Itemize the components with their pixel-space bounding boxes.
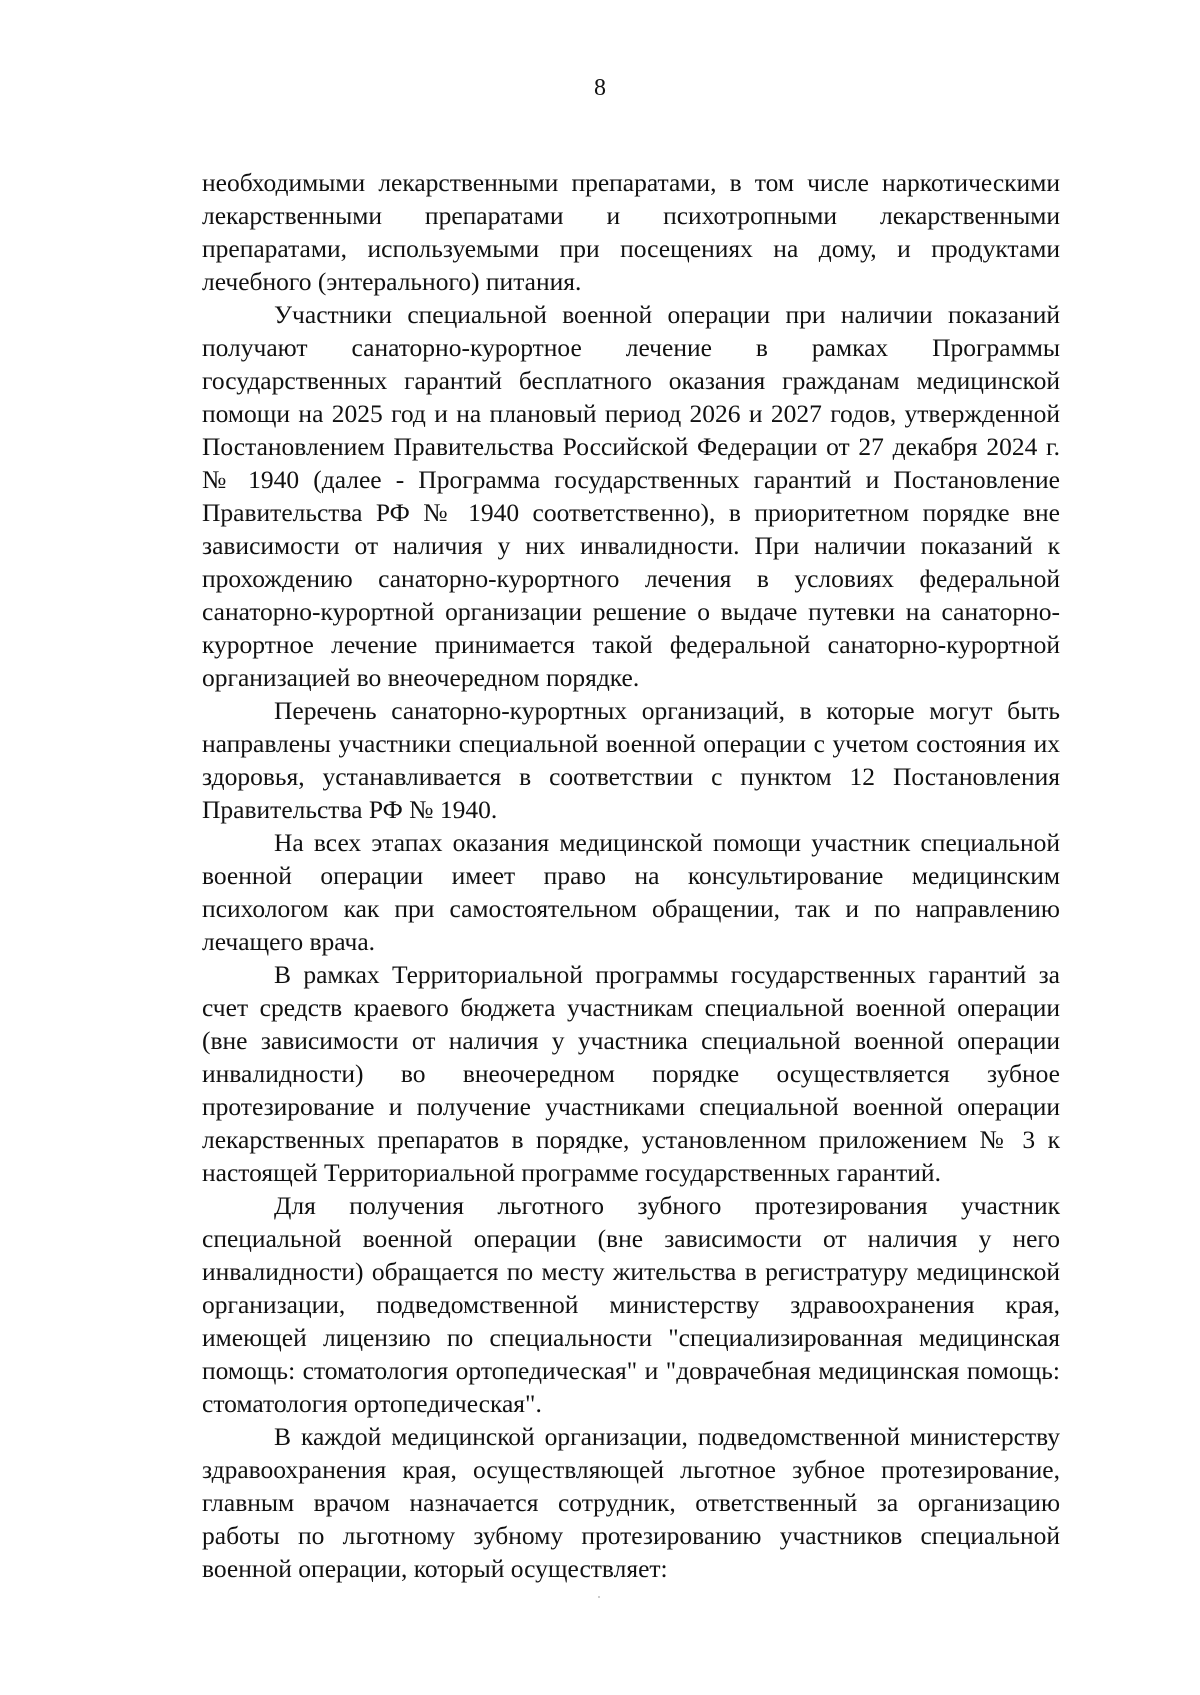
paragraph-continuation: необходимыми лекарственными препаратами, в том числе наркотическими лекарственными препаратами и психотропными лекарственными препаратами, используемыми при посещениях на дому, и продуктами лечебного (энтерального) питания. — [202, 168, 1060, 296]
paragraph-sanatorium-treatment: Участники специальной военной операции при наличии показаний получают санаторно-курортное лечение в рамках Программы государственных гарантий бесплатного оказания гражданам медицинской помощи на 2025 год и на плановый период 2026 и 2027 годов, утвержденной Постановлением Правительства Российской Федерации от 27 декабря 2024 г. № 1940 (далее - Программа государственных гарантий и Постановление Правительства РФ № 1940 соответственно), в приоритетном порядке вне зависимости от наличия у них инвалидности. При наличии показаний к прохождению санаторно-курортного лечения в условиях федеральной санаторно-курортной организации решение о выдаче путевки на санаторно-курортное лечение принимается такой федеральной санаторно-курортной организацией во внеочередном порядке. — [202, 300, 1060, 692]
paragraph-dental-application: Для получения льготного зубного протезирования участник специальной военной операции (вне зависимости от наличия у него инвалидности) обращается по месту жительства в регистратуру медицинской организации, подведомственной министерству здравоохранения края, имеющей лицензию по специальности "специализированная медицинская помощь: стоматология ортопедическая" и "доврачебная медицинская помощь: стоматология ортопедическая". — [202, 1191, 1060, 1418]
page-number: 8 — [594, 75, 606, 101]
document-body — [202, 166, 1060, 1585]
paragraph-responsible-employee: В каждой медицинской организации, подведомственной министерству здравоохранения края, осуществляющей льготное зубное протезирование, главным врачом назначается сотрудник, ответственный за организацию работы по льготному зубному протезированию участников специальной военной операции, который осуществляет: — [202, 1422, 1060, 1583]
scan-artifact — [598, 1596, 600, 1598]
paragraph-sanatorium-list: Перечень санаторно-курортных организаций, в которые могут быть направлены участники специальной военной операции с учетом состояния их здоровья, устанавливается в соответствии с пунктом 12 Постановления Правительства РФ № 1940. — [202, 696, 1060, 824]
paragraph-dental-prosthetics: В рамках Территориальной программы государственных гарантий за счет средств краевого бюджета участникам специальной военной операции (вне зависимости от наличия у участника специальной военной операции инвалидности) во внеочередном порядке осуществляется зубное протезирование и получение участниками специальной военной операции лекарственных препаратов в порядке, установленном приложением № 3 к настоящей Территориальной программе государственных гарантий. — [202, 960, 1060, 1187]
paragraph-psychologist-consultation: На всех этапах оказания медицинской помощи участник специальной военной операции имеет право на консультирование медицинским психологом как при самостоятельном обращении, так и по направлению лечащего врача. — [202, 828, 1060, 956]
